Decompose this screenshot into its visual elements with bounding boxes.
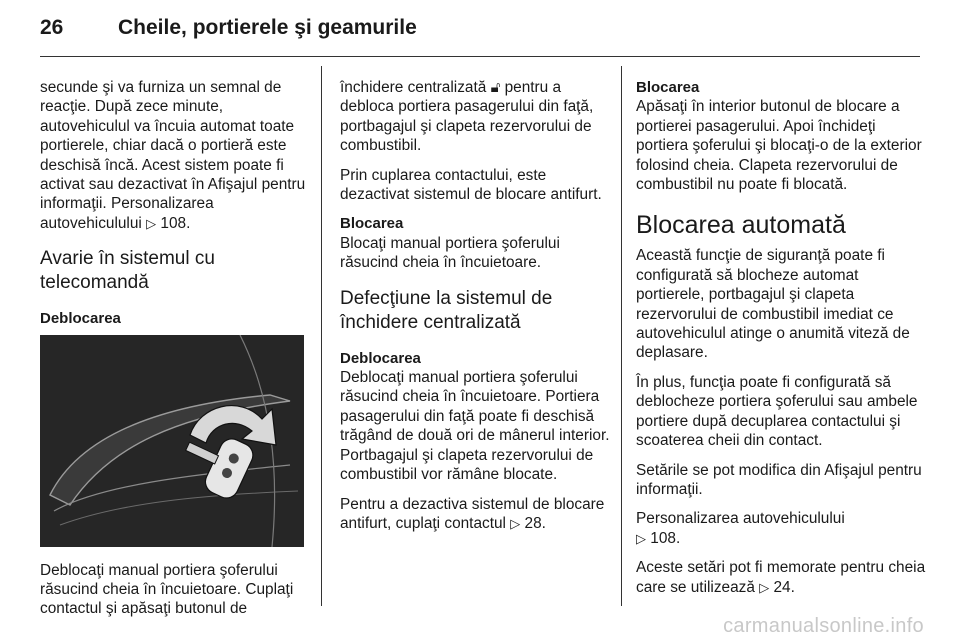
page-ref: 108. [650, 529, 681, 547]
column-divider-1 [321, 66, 322, 606]
page-number: 26 [40, 16, 64, 39]
auto-unlock-paragraph: În plus, funcţia poate fi configurată să deblocheze portiera şoferului sau ambele portiere după decuplarea contactului şi scoaterea cheii din contact. [636, 373, 918, 450]
page-title: Cheile, portierele şi geamurile [118, 16, 417, 39]
personalization-paragraph: Personalizarea autovehiculului ▷ 108. [636, 510, 845, 547]
section-heading-remote: Avarie în sistemul cu telecomandă [40, 248, 215, 294]
subhead-locking: Blocarea [340, 215, 404, 233]
section-heading-central-lock-fault: Defecţiune la sistemul de închidere centralizată [340, 287, 553, 333]
page-ref: 24. [773, 578, 795, 596]
figure-caption: Deblocaţi manual portiera şoferului răsucind cheia în încuietoare. Cuplaţi contactul şi apăsaţi butonul de [40, 561, 294, 618]
column-1 [40, 78, 308, 629]
column-3 [636, 78, 926, 607]
auto-lock-paragraph: Această funcţie de siguranţă poate fi configurată să blocheze automat portierele, portbagajul şi clapeta rezervorului de combustibil imediat ce autovehiculul atinge o anumită viteză de deplasare. [636, 247, 910, 362]
locking-paragraph: Blocaţi manual portiera şoferului răsucind cheia în încuietoare. [340, 234, 560, 272]
column-2 [340, 78, 612, 543]
settings-paragraph: Setările se pot modifica din Afişajul pentru informaţii. [636, 461, 922, 498]
page-ref-icon: ▷ [636, 530, 646, 546]
watermark: carmanualsonline.info [723, 615, 924, 637]
page-ref: 28. [524, 514, 546, 532]
deactivate-paragraph: Pentru a dezactiva sistemul de blocare antifurt, cuplaţi contactul ▷ 28. [340, 495, 605, 532]
central-lock-paragraph: închidere centralizată 🔓︎ pentru a debloca portiera pasagerului din faţă, portbagajul şi clapeta rezervorului de combustibil. [340, 79, 594, 155]
header-divider [40, 56, 920, 57]
subhead-unlocking: Deblocarea [40, 310, 121, 328]
intro-paragraph: secunde şi va furniza un semnal de reacţie. După zece minute, autovehiculul va încuia automat toate portierele, chiar dacă o portieră este deschisă încă. Acest sistem poate fi activat sau dezactivat în Afişajul pentru informaţii. Personalizarea autovehiculului ▷ 108. [40, 79, 306, 232]
key-in-door-illustration [40, 335, 304, 547]
subhead-unlocking-2: Deblocarea [340, 349, 421, 367]
central-lock-icon: 🔓︎ [490, 79, 501, 96]
page-header [40, 16, 920, 50]
page-ref-icon: ▷ [146, 215, 157, 231]
subhead-locking-2: Blocarea [636, 79, 700, 96]
section-heading-auto-lock: Blocarea automată [636, 211, 846, 240]
passenger-lock-paragraph: Apăsaţi în interior butonul de blocare a portierei pasagerului. Apoi închideţi portiera şoferului şi blocaţi-o de la exterior folosind cheia. Clapeta rezervorului de combustibil nu poate fi blocată. [636, 98, 922, 194]
page-ref-icon: ▷ [759, 579, 770, 595]
antitheft-paragraph: Prin cuplarea contactului, este dezactivat sistemul de blocare antifurt. [340, 166, 602, 204]
unlocking-paragraph: Deblocaţi manual portiera şoferului răsucind cheia în încuietoare. Portiera pasagerului din faţă poate fi deschisă trăgând de două ori de mânerul interior. Portbagajul şi clapeta rezervorului de combustibil vor rămâne blocate. [340, 369, 610, 484]
page-ref-icon: ▷ [510, 515, 521, 531]
page-ref: 108. [160, 214, 191, 232]
column-divider-2 [621, 66, 622, 606]
key-memory-paragraph: Aceste setări pot fi memorate pentru cheia care se utilizează ▷ 24. [636, 559, 926, 596]
